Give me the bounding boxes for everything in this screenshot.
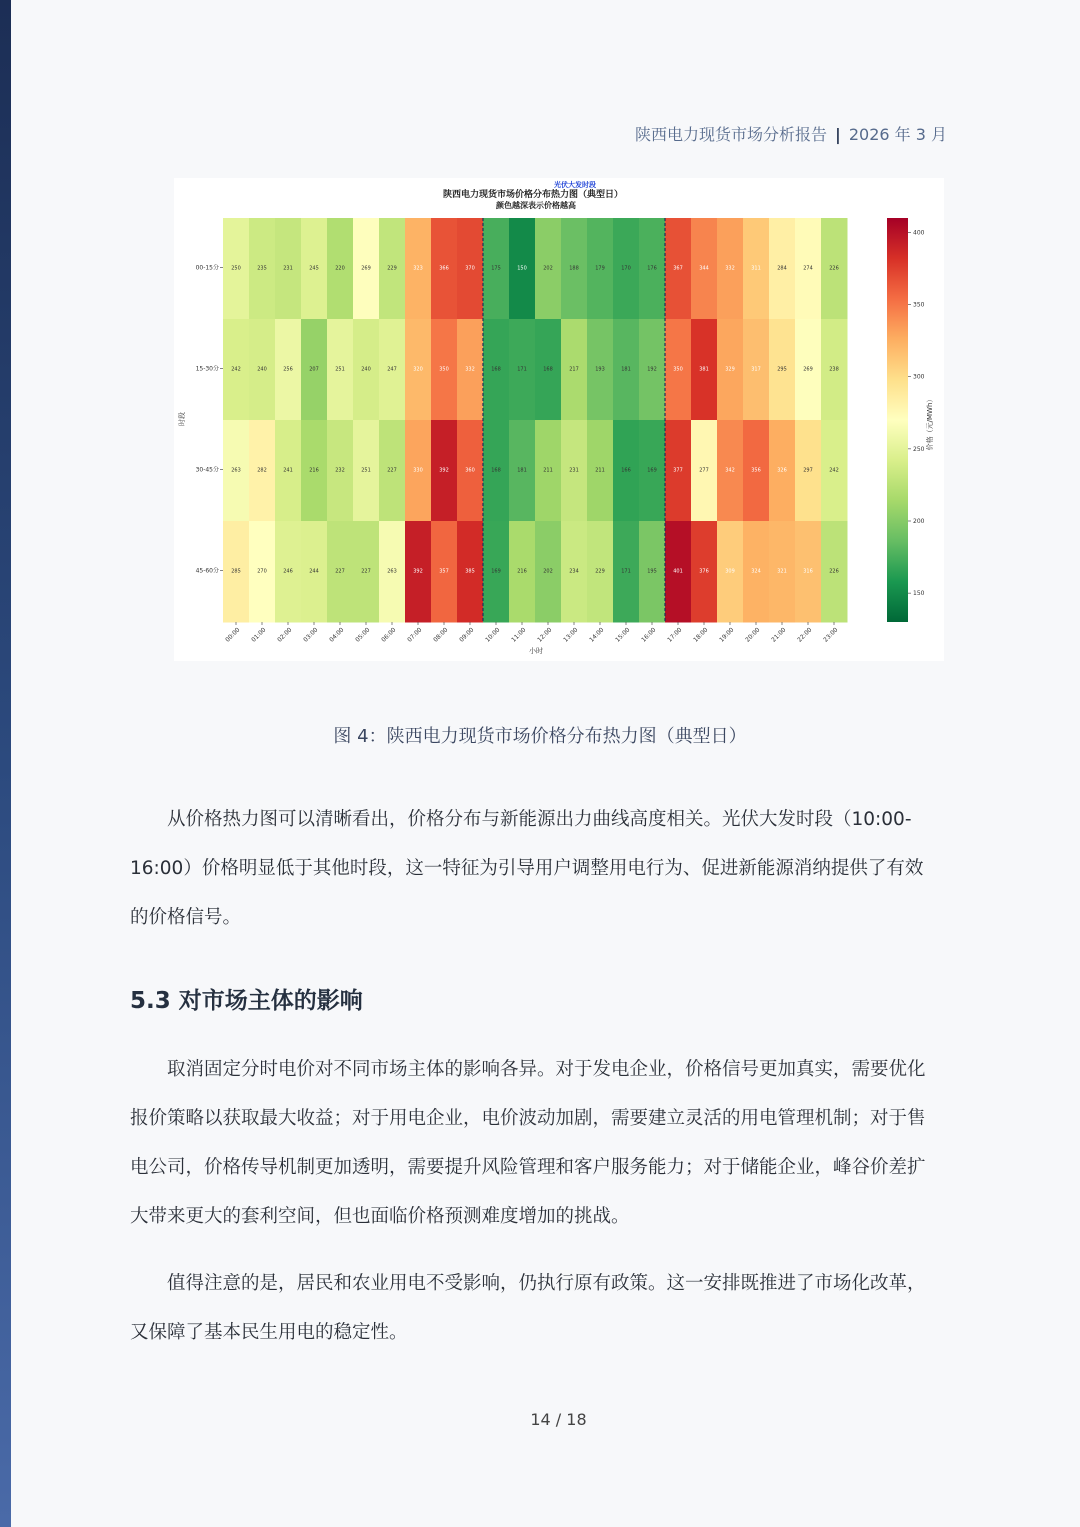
x-tick-label: 04:00	[328, 626, 346, 644]
x-tick-label: 01:00	[250, 626, 268, 644]
cell-value-label: 376	[699, 568, 709, 575]
cell-value-label: 360	[465, 467, 475, 474]
x-tick-label: 09:00	[458, 626, 476, 644]
cell-value-label: 250	[231, 265, 241, 272]
x-tick-label: 07:00	[406, 626, 424, 644]
cell-value-label: 401	[673, 568, 683, 575]
cell-value-label: 329	[725, 366, 735, 373]
cell-value-label: 238	[829, 366, 839, 373]
cell-value-label: 269	[803, 366, 813, 373]
cell-value-label: 207	[309, 366, 319, 373]
cell-value-label: 175	[491, 265, 501, 272]
chart-subtitle: 颜色越深表示价格越高	[496, 201, 576, 210]
cell-value-label: 330	[413, 467, 423, 474]
x-axis-label: 小时	[529, 647, 543, 655]
report-title: 陕西电力现货市场分析报告	[634, 125, 827, 144]
x-tick-label: 19:00	[718, 626, 736, 644]
x-tick-label: 23:00	[822, 626, 840, 644]
colorbar-tick-label: 350	[913, 301, 925, 309]
cell-value-label: 216	[517, 568, 527, 575]
cell-value-label: 241	[283, 467, 293, 474]
cell-value-label: 309	[725, 568, 735, 575]
x-tick-label: 17:00	[666, 626, 684, 644]
cell-value-label: 229	[595, 568, 605, 575]
colorbar-tick-label: 200	[913, 518, 925, 525]
cell-value-label: 168	[543, 366, 553, 373]
x-tick-label: 02:00	[276, 626, 294, 644]
x-tick-label: 20:00	[744, 626, 762, 644]
cell-value-label: 181	[621, 366, 631, 373]
cell-value-label: 344	[699, 265, 709, 272]
colorbar-tick-label: 250	[913, 445, 925, 453]
price-heatmap-chart	[174, 178, 944, 661]
cell-value-label: 226	[829, 568, 839, 575]
cell-value-label: 323	[413, 265, 423, 272]
cell-value-label: 242	[829, 467, 839, 474]
cell-value-label: 316	[803, 568, 813, 575]
y-tick-label: 30-45分	[195, 466, 219, 474]
x-tick-label: 13:00	[562, 626, 580, 644]
colorbar-label: 价格（元/MWh）	[926, 395, 934, 451]
cell-value-label: 231	[283, 265, 293, 272]
section-heading: 5.3 对市场主体的影响	[130, 988, 363, 1014]
cell-value-label: 317	[751, 366, 761, 373]
report-date: 2026 年 3 月	[848, 125, 947, 144]
x-tick-label: 10:00	[484, 626, 502, 644]
header-separator: |	[834, 125, 841, 144]
cell-value-label: 176	[647, 265, 657, 272]
cell-value-label: 179	[595, 265, 605, 272]
chart-annotation: 光伏大发时段	[554, 181, 596, 189]
colorbar-tick-label: 150	[913, 590, 925, 598]
cell-value-label: 169	[491, 568, 501, 575]
cell-value-label: 211	[595, 467, 605, 474]
chart-title: 陕西电力现货市场价格分布热力图（典型日）	[442, 190, 624, 200]
cell-value-label: 150	[517, 265, 527, 272]
cell-value-label: 202	[543, 265, 553, 272]
cell-value-label: 350	[439, 366, 449, 373]
cell-value-label: 332	[725, 265, 735, 272]
cell-value-label: 357	[439, 568, 449, 575]
x-tick-label: 18:00	[692, 626, 710, 644]
cell-value-label: 195	[647, 568, 657, 575]
cell-value-label: 356	[751, 467, 761, 474]
cell-value-label: 385	[465, 568, 475, 575]
cell-value-label: 211	[543, 467, 553, 474]
cell-value-label: 232	[335, 467, 345, 474]
y-axis	[196, 263, 223, 574]
cell-value-label: 246	[283, 568, 293, 575]
cell-value-label: 367	[673, 265, 683, 272]
cell-value-label: 381	[699, 366, 709, 373]
cell-value-label: 168	[491, 467, 501, 474]
cell-value-label: 188	[569, 265, 579, 272]
cell-value-label: 247	[387, 366, 397, 373]
cell-value-label: 366	[439, 265, 449, 272]
heatmap-cells	[223, 218, 848, 623]
cell-value-label: 251	[361, 467, 371, 474]
cell-value-label: 263	[387, 568, 397, 575]
cell-value-label: 297	[803, 467, 813, 474]
cell-value-label: 166	[621, 467, 631, 474]
x-tick-label: 06:00	[380, 626, 398, 644]
page-header	[635, 122, 947, 145]
cell-value-label: 170	[621, 265, 631, 272]
x-tick-label: 21:00	[770, 626, 788, 644]
cell-value-label: 229	[387, 265, 397, 272]
cell-value-label: 181	[517, 467, 527, 474]
cell-value-label: 256	[283, 366, 293, 373]
cell-value-label: 227	[387, 467, 397, 474]
cell-value-label: 342	[725, 467, 735, 474]
cell-value-label: 324	[751, 568, 761, 575]
cell-value-label: 263	[231, 467, 241, 474]
cell-value-label: 227	[361, 568, 371, 575]
cell-value-label: 370	[465, 265, 475, 272]
x-tick-label: 08:00	[432, 626, 450, 644]
cell-value-label: 226	[829, 265, 839, 272]
cell-value-label: 270	[257, 568, 267, 575]
x-tick-label: 03:00	[302, 626, 320, 644]
cell-value-label: 295	[777, 366, 787, 373]
x-axis	[224, 622, 839, 644]
cell-value-label: 350	[673, 366, 683, 373]
cell-value-label: 326	[777, 467, 787, 474]
cell-value-label: 392	[413, 568, 423, 575]
x-tick-label: 15:00	[614, 626, 632, 644]
cell-value-label: 277	[699, 467, 709, 474]
cell-value-label: 227	[335, 568, 345, 575]
cell-value-label: 231	[569, 467, 579, 474]
colorbar-tick-label: 400	[913, 229, 925, 237]
x-tick-label: 14:00	[588, 626, 606, 644]
cell-value-label: 284	[777, 265, 787, 272]
cell-value-label: 217	[569, 366, 579, 373]
paragraph-2: 取消固定分时电价对不同市场主体的影响各异。对于发电企业，价格信号更加真实，需要优化报价策略以获取最大收益；对于用电企业，电价波动加剧，需要建立灵活的用电管理机制；对于售电公司，价格传导机制更加透明，需要提升风险管理和客户服务能力；对于储能企业，峰谷价差扩大带来更大的套利空间，但也面临价格预测难度增加的挑战。	[130, 1059, 926, 1227]
cell-value-label: 202	[543, 568, 553, 575]
page-number: 14 / 18	[530, 1410, 587, 1429]
cell-value-label: 242	[231, 366, 241, 373]
x-tick-label: 00:00	[224, 626, 242, 644]
cell-value-label: 192	[647, 366, 657, 373]
cell-value-label: 240	[361, 366, 371, 373]
cell-value-label: 234	[569, 568, 579, 575]
x-tick-label: 16:00	[640, 626, 658, 644]
cell-value-label: 240	[257, 366, 267, 373]
cell-value-label: 216	[309, 467, 319, 474]
y-tick-label: 15-30分	[195, 365, 219, 373]
paragraph-1: 从价格热力图可以清晰看出，价格分布与新能源出力曲线高度相关。光伏大发时段（10:00-16:00）价格明显低于其他时段，这一特征为引导用户调整用电行为、促进新能源消纳提供了有效的价格信号。	[130, 809, 924, 928]
cell-value-label: 269	[361, 265, 371, 272]
x-tick-label: 22:00	[796, 626, 814, 644]
cell-value-label: 285	[231, 568, 241, 575]
cell-value-label: 193	[595, 366, 605, 373]
cell-value-label: 377	[673, 467, 683, 474]
colorbar-tick-label: 300	[913, 373, 925, 381]
cell-value-label: 168	[491, 366, 501, 373]
x-tick-label: 05:00	[354, 626, 372, 644]
cell-value-label: 320	[413, 366, 423, 373]
y-tick-label: 00-15分	[195, 264, 219, 272]
cell-value-label: 244	[309, 568, 319, 575]
cell-value-label: 220	[335, 265, 345, 272]
cell-value-label: 282	[257, 467, 267, 474]
figure-caption: 图 4：陕西电力现货市场价格分布热力图（典型日）	[333, 726, 747, 747]
decorative-side-bar	[0, 0, 11, 1527]
x-tick-label: 12:00	[536, 626, 554, 644]
cell-value-label: 332	[465, 366, 475, 373]
y-tick-label: 45-60分	[195, 567, 219, 575]
cell-value-label: 321	[777, 568, 787, 575]
colorbar-bar	[887, 218, 908, 622]
cell-value-label: 169	[647, 467, 657, 474]
x-tick-label: 11:00	[510, 626, 528, 644]
heatmap-figure	[174, 178, 944, 661]
cell-value-label: 274	[803, 265, 813, 272]
cell-value-label: 392	[439, 467, 449, 474]
cell-value-label: 235	[257, 265, 267, 272]
cell-value-label: 171	[517, 366, 527, 373]
colorbar	[887, 218, 925, 622]
paragraph-3: 值得注意的是，居民和农业用电不受影响，仍执行原有政策。这一安排既推进了市场化改革，又保障了基本民生用电的稳定性。	[130, 1273, 926, 1343]
cell-value-label: 251	[335, 366, 345, 373]
cell-value-label: 171	[621, 568, 631, 575]
cell-value-label: 245	[309, 265, 319, 272]
y-axis-label: 时段	[178, 412, 186, 426]
cell-value-label: 311	[751, 265, 761, 272]
